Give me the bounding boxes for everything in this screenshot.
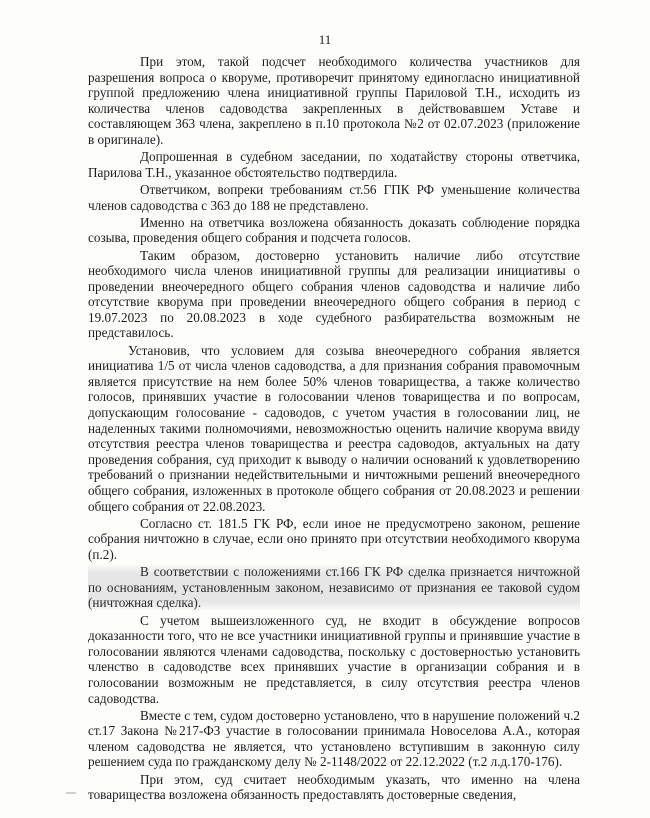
paragraph-conclusion-quorum: Таким образом, достоверно установить наличие либо отсутствие необходимого числа членов инициативной группы для реализации инициативы о проведении внеочередного общего собрания членов садоводства и наличие либо отсутствие кворума при проведении внеочередного общего собрания в период с 19.07.2023 по 20.08.2023 в ходе судебного разбирательства возможным не представилось. [88,247,580,341]
paragraph-member-obligation: При этом, суд считает необходимым указать, что именно на члена товарищества возложена обязанность предоставлять достоверные сведения, [88,771,580,803]
document-body [88,54,580,804]
paragraph-witness: Допрошенная в судебном заседании, по ходатайству стороны ответчика, Парилова Т.Н., указанное обстоятельство подтвердила. [88,149,580,180]
scan-mark [66,792,76,794]
page-number: 11 [318,32,332,47]
paragraph-article-166: В соответствии с положениями ст.166 ГК РФ сделка признается ничтожной по основаниям, установленным законом, независимо от признания ее таковой судом (ничтожная сделка). [88,564,580,611]
paragraph-novoselova: Вместе с тем, судом достоверно установлено, что в нарушение положений ч.2 ст.17 Закона №217-ФЗ участие в голосовании принимала Новоселова А.А., которая членом садоводства не является, что установлено вступившим в законную силу решением суда по гражданскому делу № 2-1148/2022 от 22.12.2022 (т.2 л.д.170-176). [88,707,580,770]
paragraph-article-181-5: Согласно ст. 181.5 ГК РФ, если иное не предусмотрено законом, решение собрания ничтожно в случае, если оно принято при отсутствии необходимого кворума (п.2). [88,515,580,562]
paragraph-obligation: Именно на ответчика возложена обязанность доказать соблюдение порядка созыва, проведения общего собрания и подсчета голосов. [88,214,580,246]
paragraph-quorum-count: При этом, такой подсчет необходимого количества участников для разрешения вопроса о кворуме, противоречит принятому единогласно инициативной группой предложению члена инициативной группы Париловой Т.Н., исходить из количества членов садоводства закрепленных в действовавшем Уставе и составляющем 363 члена, закреплено в п.10 протокола №2 от 02.07.2023 (приложение в оригинале). [88,54,580,147]
paragraph-findings: Установив, что условием для созыва внеочередного собрания является инициатива 1/5 от числа членов садоводства, а для признания собрания правомочным является присутствие на нем более 50% членов товарищества, а также количество голосов, принявших участие в голосовании членов товарищества и по вопросам, допускающим голосование - садоводов, с учетом участия в голосовании лиц, не наделенных такими полномочиями, невозможностью оценить наличие кворума ввиду отсутствия реестра членов товарищества и реестра садоводов, актуальных на дату проведения собрания, суд приходит к выводу о наличии оснований к удовлетворению требований о признании недействительными и ничтожными решений внеочередного общего собрания, изложенных в протоколе общего собрания от 20.08.2023 и решении общего собрания от 22.08.2023. [88,342,580,514]
paragraph-defendant-burden: Ответчиком, вопреки требованиям ст.56 ГПК РФ уменьшение количества членов садоводства с 363 до 188 не представлено. [88,181,580,213]
paragraph-membership: С учетом вышеизложенного суд, не входит в обсуждение вопросов доказанности того, что не все участники инициативной группы и принявшие участие в голосовании являются членами садоводства, поскольку с достоверностью установить членство в садоводстве всех принявших участие в организации собрания и в голосовании возможным не представляется, в силу отсутствия реестра членов садоводства. [88,612,580,706]
